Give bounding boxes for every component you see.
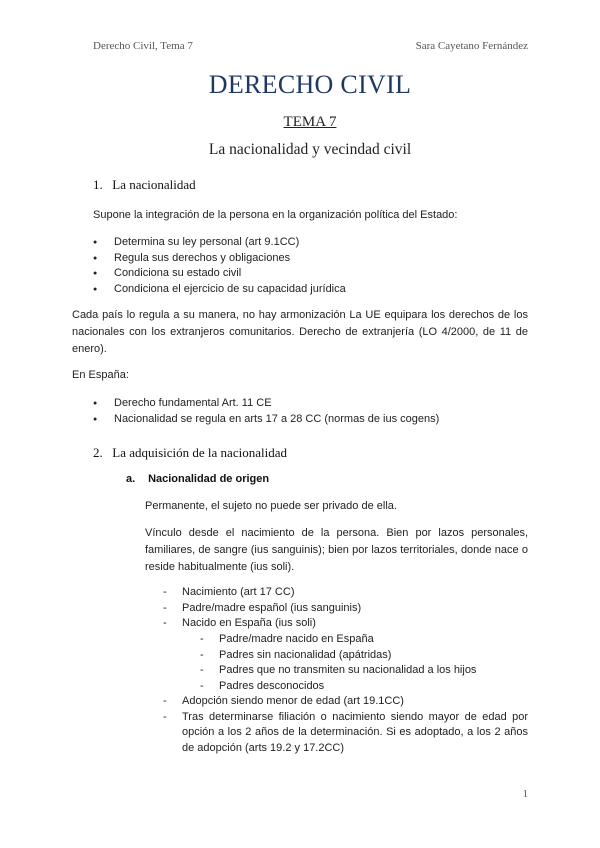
origin-list — [163, 585, 528, 632]
section-1-paragraph: Cada país lo regula a su manera, no hay armonización La UE equipara los derechos de los nacionales con los extranjeros comunitarios. Derecho de extranjería (LO 4/2000, de 11 de enero). — [72, 309, 528, 355]
origin-list-continued — [163, 694, 528, 756]
section-1-heading — [93, 177, 196, 193]
list-item: ● Condiciona el ejercicio de su capacidad jurídica — [93, 282, 533, 298]
list-item: - Nacimiento (art 17 CC) — [163, 585, 528, 601]
list-item: ● Determina su ley personal (art 9.1CC) — [93, 235, 533, 251]
list-item: - Padre/madre español (ius sanguinis) — [163, 601, 528, 617]
subsection-a-letter: a. — [126, 473, 136, 485]
section-2-title: La adquisición de la nacionalidad — [112, 445, 287, 460]
list-item: ● Derecho fundamental Art. 11 CE — [93, 396, 533, 412]
subsection-a-title: Nacionalidad de origen — [148, 473, 270, 485]
section-1-intro: Supone la integración de la persona en la organización política del Estado: — [93, 209, 458, 221]
list-item: - Adopción siendo menor de edad (art 19.1CC) — [163, 694, 528, 710]
list-item: - Padres que no transmiten su nacionalidad a los hijos — [200, 663, 528, 679]
page-number: 1 — [522, 788, 528, 800]
list-item: - Nacido en España (ius soli) — [163, 616, 528, 632]
header-right: Sara Cayetano Fernández — [415, 40, 528, 52]
list-item: - Padres sin nacionalidad (apátridas) — [200, 648, 528, 664]
section-2-heading — [93, 445, 287, 461]
nested-origin-list — [200, 632, 528, 694]
list-item: - Padres desconocidos — [200, 679, 528, 695]
document-subtitle: La nacionalidad y vecindad civil — [208, 141, 412, 158]
list-item: - Padre/madre nacido en España — [200, 632, 528, 648]
section-1-bullet-list — [93, 235, 533, 297]
list-item: ● Nacionalidad se regula en arts 17 a 28 CC (normas de ius cogens) — [93, 412, 533, 428]
espana-label: En España: — [72, 369, 129, 381]
list-item: - Tras determinarse filiación o nacimiento siendo mayor de edad por opción a los 2 años de la determinación. Si es adoptado, a los 2 años de adopción (arts 19.2 y 17.2CC) — [163, 710, 528, 757]
subsection-a-p1: Permanente, el sujeto no puede ser privado de ella. — [145, 500, 397, 512]
section-2-number: 2. — [93, 445, 103, 460]
list-item: ● Regula sus derechos y obligaciones — [93, 251, 533, 267]
list-item: ● Condiciona su estado civil — [93, 266, 533, 282]
section-1-title: La nacionalidad — [112, 177, 196, 192]
document-title: DERECHO CIVIL — [208, 70, 412, 99]
tema-heading: TEMA 7 — [283, 114, 337, 130]
espana-bullet-list — [93, 396, 533, 427]
subsection-a-heading — [126, 473, 269, 485]
subsection-a-p2: Vínculo desde el nacimiento de la persona. Bien por lazos personales, familiares, de sangre (ius sanguinis); bien por lazos territoriales, donde nace o reside habitualmente (ius soli). — [145, 527, 528, 573]
section-1-number: 1. — [93, 177, 103, 192]
header-left: Derecho Civil, Tema 7 — [93, 40, 193, 52]
